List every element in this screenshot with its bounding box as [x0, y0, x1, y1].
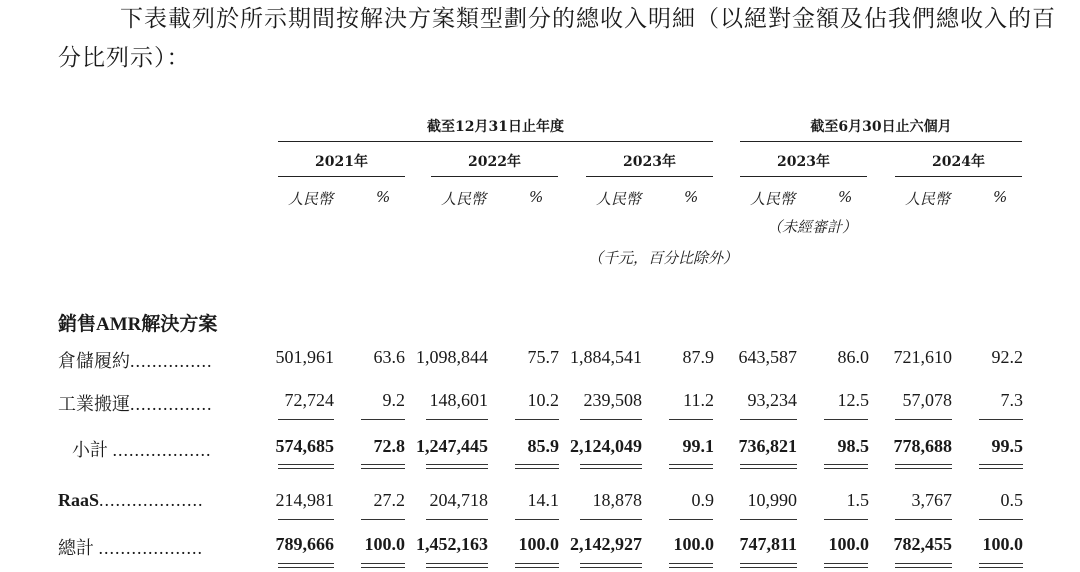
sum-rule: [361, 419, 405, 420]
row-label: 總計 ...................: [58, 538, 203, 558]
currency-label: 人民幣: [441, 190, 487, 208]
total-double-rule: [669, 464, 713, 469]
period-rule: [278, 176, 405, 177]
cell-percent: 100.0: [982, 534, 1023, 554]
sum-rule: [824, 519, 868, 520]
sum-rule: [278, 519, 334, 520]
cell-amount: 1,098,844: [416, 347, 488, 367]
sum-rule: [669, 519, 713, 520]
cell-amount: 736,821: [738, 436, 797, 456]
cell-amount: 57,078: [902, 390, 952, 410]
cell-percent: 0.9: [691, 490, 714, 510]
total-double-rule: [979, 464, 1023, 469]
cell-percent: 99.5: [991, 436, 1023, 456]
sum-rule: [979, 519, 1023, 520]
cell-percent: 9.2: [382, 390, 405, 410]
period-header: 2023年: [777, 154, 830, 170]
cell-percent: 100.0: [673, 534, 714, 554]
cell-percent: 99.1: [682, 436, 714, 456]
cell-amount: 2,142,927: [570, 534, 642, 554]
cell-percent: 14.1: [527, 490, 559, 510]
cell-percent: 7.3: [1000, 390, 1023, 410]
total-double-rule: [895, 464, 952, 469]
percent-label: %: [376, 188, 391, 206]
cell-amount: 2,124,049: [570, 436, 642, 456]
sum-rule: [580, 419, 642, 420]
total-double-rule: [740, 563, 797, 568]
cell-amount: 93,234: [747, 390, 797, 410]
period-rule: [431, 176, 558, 177]
total-double-rule: [669, 563, 713, 568]
period-header: 2022年: [468, 154, 521, 170]
cell-percent: 0.5: [1000, 490, 1023, 510]
cell-percent: 72.8: [373, 436, 405, 456]
cell-amount: 148,601: [429, 390, 488, 410]
cell-amount: 721,610: [893, 347, 952, 367]
group-header-year: 截至12月31日止年度: [427, 119, 564, 135]
cell-amount: 239,508: [583, 390, 642, 410]
percent-label: %: [529, 188, 544, 206]
total-double-rule: [278, 464, 334, 469]
sum-rule: [426, 519, 488, 520]
cell-percent: 27.2: [373, 490, 405, 510]
total-double-rule: [515, 563, 559, 568]
cell-amount: 10,990: [747, 490, 797, 510]
cell-percent: 100.0: [828, 534, 869, 554]
sum-rule: [740, 419, 797, 420]
cell-amount: 747,811: [739, 534, 797, 554]
sum-rule: [979, 419, 1023, 420]
currency-label: 人民幣: [288, 190, 334, 208]
total-double-rule: [580, 563, 642, 568]
cell-percent: 85.9: [527, 436, 559, 456]
row-label: RaaS...................: [58, 490, 204, 510]
sum-rule: [740, 519, 797, 520]
currency-label: 人民幣: [596, 190, 642, 208]
sum-rule: [278, 419, 334, 420]
cell-percent: 75.7: [527, 347, 559, 367]
period-rule: [895, 176, 1022, 177]
period-rule: [586, 176, 713, 177]
row-label: 工業搬運...............: [58, 394, 213, 414]
total-double-rule: [278, 563, 334, 568]
row-label: 倉儲履約...............: [58, 351, 213, 371]
cell-amount: 782,455: [893, 534, 952, 554]
sum-rule: [669, 419, 713, 420]
cell-amount: 1,884,541: [570, 347, 642, 367]
total-double-rule: [824, 464, 868, 469]
row-label: 小計 ..................: [72, 440, 212, 460]
cell-percent: 100.0: [364, 534, 405, 554]
group-header-six-months: 截至6月30日止六個月: [810, 119, 952, 135]
cell-percent: 86.0: [837, 347, 869, 367]
total-double-rule: [361, 563, 405, 568]
cell-percent: 11.2: [683, 390, 714, 410]
total-double-rule: [426, 563, 488, 568]
section-title: 銷售AMR解決方案: [58, 314, 218, 335]
total-double-rule: [580, 464, 642, 469]
sum-rule: [426, 419, 488, 420]
period-header: 2024年: [932, 154, 985, 170]
cell-amount: 778,688: [893, 436, 952, 456]
cell-amount: 18,878: [592, 490, 642, 510]
cell-percent: 98.5: [837, 436, 869, 456]
cell-amount: 501,961: [275, 347, 334, 367]
percent-label: %: [838, 188, 853, 206]
total-double-rule: [979, 563, 1023, 568]
cell-amount: 214,981: [275, 490, 334, 510]
currency-label: 人民幣: [750, 190, 796, 208]
sum-rule: [895, 519, 952, 520]
sum-rule: [515, 519, 559, 520]
total-double-rule: [515, 464, 559, 469]
cell-percent: 1.5: [846, 490, 869, 510]
currency-label: 人民幣: [905, 190, 951, 208]
cell-amount: 1,452,163: [416, 534, 488, 554]
cell-percent: 87.9: [682, 347, 714, 367]
percent-label: %: [684, 188, 699, 206]
total-double-rule: [361, 464, 405, 469]
sum-rule: [515, 419, 559, 420]
cell-amount: 643,587: [738, 347, 797, 367]
sum-rule: [895, 419, 952, 420]
total-double-rule: [740, 464, 797, 469]
cell-amount: 72,724: [284, 390, 334, 410]
period-rule: [740, 176, 867, 177]
unaudited-note: （未經審計）: [767, 218, 858, 236]
cell-percent: 63.6: [373, 347, 405, 367]
cell-amount: 1,247,445: [416, 436, 488, 456]
total-double-rule: [426, 464, 488, 469]
unit-note: （千元，百分比除外）: [588, 249, 739, 267]
group-rule-year: [278, 141, 713, 142]
cell-amount: 574,685: [275, 436, 334, 456]
cell-amount: 789,666: [275, 534, 334, 554]
group-rule-six-months: [740, 141, 1022, 142]
total-double-rule: [824, 563, 868, 568]
total-double-rule: [895, 563, 952, 568]
intro-text: 下表載列於所示期間按解決方案類型劃分的總收入明細（以絕對金額及佔我們總收入的百分比列示）：: [58, 6, 1056, 71]
sum-rule: [580, 519, 642, 520]
cell-percent: 12.5: [837, 390, 869, 410]
period-header: 2021年: [315, 154, 368, 170]
cell-percent: 92.2: [991, 347, 1023, 367]
percent-label: %: [993, 188, 1008, 206]
cell-amount: 204,718: [429, 490, 488, 510]
period-header: 2023年: [623, 154, 676, 170]
cell-amount: 3,767: [911, 490, 952, 510]
cell-percent: 100.0: [518, 534, 559, 554]
sum-rule: [824, 419, 868, 420]
sum-rule: [361, 519, 405, 520]
cell-percent: 10.2: [527, 390, 559, 410]
